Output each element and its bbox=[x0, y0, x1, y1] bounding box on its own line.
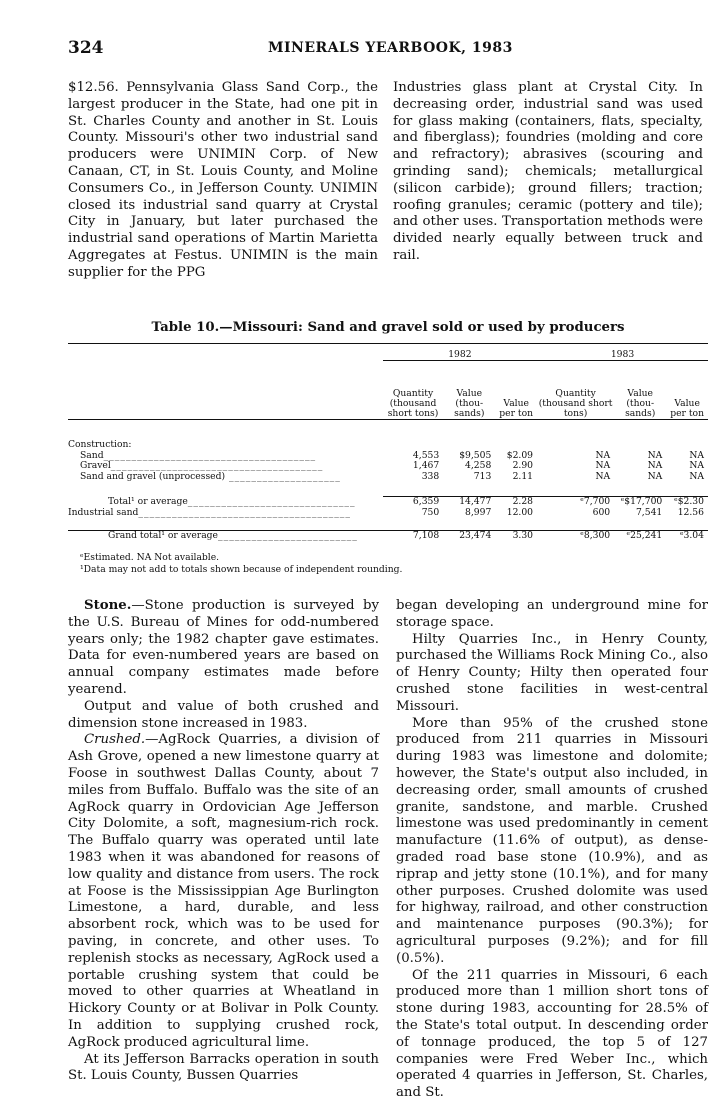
cell: 600 bbox=[592, 506, 611, 518]
paragraph: At its Jefferson Barracks operation in south St. Louis County, Bussen Quarries bbox=[68, 1051, 379, 1084]
cell: NA bbox=[689, 470, 704, 482]
table-row: Gravel______________________________________ 1,467 4,258 2.90 NA NA NA bbox=[68, 461, 708, 472]
paragraph-text: —AgRock Quarries, a division of Ash Grove, opened a new limestone quarry at Foose in southwest Dallas County, about 7 miles from Buffalo. Buffalo was the site of an AgRock quarry in Ordovician Age Jefferson City Dolomite, a soft, magnesium-rich rock. The Buffalo quarry was operated until late 1983 when it was abandoned for reasons of low quality and distance from users. The rock at Foose is the Mississippian Age Burlington Limestone, a hard, durable, and less absorbent rock, which was to be used for paving, in concrete, and other uses. To replenish stocks as necessary, AgRock used a portable crushing system that could be moved to other quarries at Wheatland in Hickory County or at Bolivar in Polk County. In addition to supplying crushed rock, AgRock produced agricultural lime. bbox=[68, 732, 379, 1050]
cell: 338 bbox=[421, 470, 440, 482]
cell: ᵉ3.04 bbox=[666, 531, 708, 542]
table-title: Table 10.—Missouri: Sand and gravel sold or used by producers bbox=[151, 320, 625, 335]
top-right-column bbox=[393, 80, 703, 265]
cell: 23,474 bbox=[443, 531, 495, 542]
cell: 713 bbox=[473, 470, 492, 482]
cell: 14,477 bbox=[443, 497, 495, 508]
row-label: Gravel bbox=[80, 461, 111, 471]
stone-heading: Stone. bbox=[84, 598, 132, 613]
bottom-left-column bbox=[68, 598, 379, 1085]
col-value-1983: Value (thou-sands) bbox=[625, 388, 656, 419]
paragraph: More than 95% of the crushed stone produced from 211 quarries in Missouri during 1983 was limestone and dolomite; however, the State's output also included, in decreasing order, small amounts of crushed granite, sandstone, and marble. Crushed limestone was used predominantly in cement manufacture (11.6% of output), as dense-graded road base stone (10.9%), and as riprap and jetty stone (10.1%), and for many other purposes. Crushed dolomite was used for highway, railroad, and other construction and maintenance purposes (90.3%); for agricultural purposes (9.2%); and for fill (0.5%). bbox=[396, 715, 708, 966]
crushed-heading: Crushed. bbox=[84, 732, 146, 748]
row-label: Industrial sand bbox=[68, 507, 139, 518]
cell: 7,108 bbox=[383, 531, 443, 542]
top-left-column bbox=[68, 80, 378, 282]
cell: 750 bbox=[421, 506, 440, 518]
row-label: Sand bbox=[80, 450, 104, 461]
cell: 1,467 bbox=[412, 460, 440, 471]
page-number: 324 bbox=[68, 38, 104, 58]
cell: 12.00 bbox=[506, 506, 534, 518]
row-label: Total¹ or average bbox=[108, 496, 188, 507]
page-header bbox=[68, 38, 708, 60]
paragraph: $12.56. Pennsylvania Glass Sand Corp., the largest producer in the State, had one pit in St. Charles County and another in St. Louis County. Missouri's other two industrial sand producers were UNIMIN Corp. of New Canaan, CT, in St. Louis County, and Moline Consumers Co., in Jefferson County. UNIMIN closed its industrial sand quarry at Crystal City in January, but later purchased the industrial sand operations of Martin Marietta Aggregates at Festus. UNIMIN is the main supplier for the PPG bbox=[68, 80, 378, 280]
col-value-1982: Value (thou-sands) bbox=[454, 388, 485, 419]
table-footnote: ¹Data may not add to totals shown because of independent rounding. bbox=[80, 564, 403, 575]
paragraph bbox=[68, 732, 379, 1051]
row-label: Grand total¹ or average bbox=[108, 530, 218, 541]
paragraph: Of the 211 quarries in Missouri, 6 each produced more than 1 million short tons of stone during 1983, accounting for 28.5% of the State's total output. In descending order of tonnage produced, the top 5 of 127 companies were Fred Weber Inc., which operated 4 quarries in Jefferson, St. Charles, and St. bbox=[396, 967, 708, 1101]
year-1983-header: 1983 bbox=[537, 344, 708, 361]
table-footnote: ᵉEstimated. NA Not available. bbox=[80, 552, 220, 563]
cell: 8,997 bbox=[465, 506, 492, 518]
cell: NA bbox=[595, 470, 611, 482]
cell: 4,553 bbox=[412, 449, 440, 461]
cell: ᵉ$2.30 bbox=[666, 497, 708, 508]
col-quantity-1982: Quantity (thousand short tons) bbox=[387, 388, 439, 419]
table-row: Total¹ or average______________________________ 6,359 14,477 2.28 ᵉ7,700 ᵉ$17,700 ᵉ$2.30 bbox=[68, 497, 708, 508]
table-bottom-rule bbox=[68, 530, 708, 531]
cell: NA bbox=[595, 460, 611, 471]
table-row: Industrial sand______________________________________ 750 8,997 12.00 600 7,541 12.56 bbox=[68, 508, 708, 519]
cell: 4,258 bbox=[465, 460, 492, 471]
col-per-ton-1983: Value per ton bbox=[670, 398, 705, 419]
paragraph: Industries glass plant at Crystal City. In decreasing order, industrial sand was used for glass making (containers, flats, specialty, and fiberglass); foundries (molding and core and refractory); abrasives (scouring and grinding sand); chemicals; metallurgical (silicon carbide); ground fillers; traction; roofing granules; ceramic (pottery and tile); and other uses. Transportation methods were divided nearly equally between truck and rail. bbox=[393, 80, 703, 263]
paragraph-text: —Stone production is surveyed by the U.S. Bureau of Mines for odd-numbered years only; the 1982 chapter gave estimates. Data for even-numbered years are based on annual company estimates made before yearend. bbox=[68, 598, 379, 697]
col-quantity-1983: Quantity (thousand short tons) bbox=[538, 388, 613, 419]
cell: 2.90 bbox=[512, 460, 534, 471]
cell: NA bbox=[647, 449, 663, 461]
paragraph bbox=[68, 598, 379, 699]
col-per-ton-1982: Value per ton bbox=[499, 398, 534, 419]
table-row bbox=[68, 440, 708, 451]
cell: 3.30 bbox=[495, 531, 537, 542]
bottom-right-column bbox=[396, 598, 708, 1102]
cell: ᵉ$17,700 bbox=[614, 497, 666, 508]
paragraph: Output and value of both crushed and dimension stone increased in 1983. bbox=[68, 698, 379, 731]
table-row: Sand______________________________________ 4,553 $9,505 $2.09 NA NA NA bbox=[68, 451, 708, 462]
running-title: MINERALS YEARBOOK, 1983 bbox=[268, 40, 513, 56]
paragraph: Hilty Quarries Inc., in Henry County, purchased the Williams Rock Mining Co., also of Henry County; Hilty then operated four crushed stone facilities in west-central Missouri. bbox=[396, 631, 708, 714]
row-label: Construction: bbox=[68, 440, 132, 450]
cell: ᵉ7,700 bbox=[537, 497, 614, 508]
cell: ᵉ25,241 bbox=[614, 531, 666, 542]
cell: ᵉ8,300 bbox=[537, 531, 614, 542]
cell: NA bbox=[689, 449, 704, 461]
paragraph: began developing an underground mine for storage space. bbox=[396, 598, 708, 630]
cell: 6,359 bbox=[383, 497, 443, 508]
cell: 2.11 bbox=[512, 470, 534, 482]
cell: NA bbox=[647, 460, 663, 471]
cell: 7,541 bbox=[635, 506, 663, 518]
sand-gravel-table bbox=[68, 343, 708, 542]
cell: NA bbox=[647, 470, 663, 482]
table-row: Grand total¹ or average_________________________ 7,108 23,474 3.30 ᵉ8,300 ᵉ25,241 ᵉ3.04 bbox=[68, 531, 708, 542]
year-1982-header: 1982 bbox=[383, 344, 537, 361]
cell: 2.28 bbox=[495, 497, 537, 508]
cell: 12.56 bbox=[677, 506, 704, 518]
table-row: Sand and gravel (unprocessed) ____________________ 338 713 2.11 NA NA NA bbox=[68, 472, 708, 483]
cell: $2.09 bbox=[506, 449, 534, 461]
row-label: Sand and gravel (unprocessed) bbox=[80, 471, 226, 482]
cell: NA bbox=[689, 460, 704, 471]
cell: NA bbox=[595, 449, 611, 461]
cell: $9,505 bbox=[459, 449, 492, 461]
